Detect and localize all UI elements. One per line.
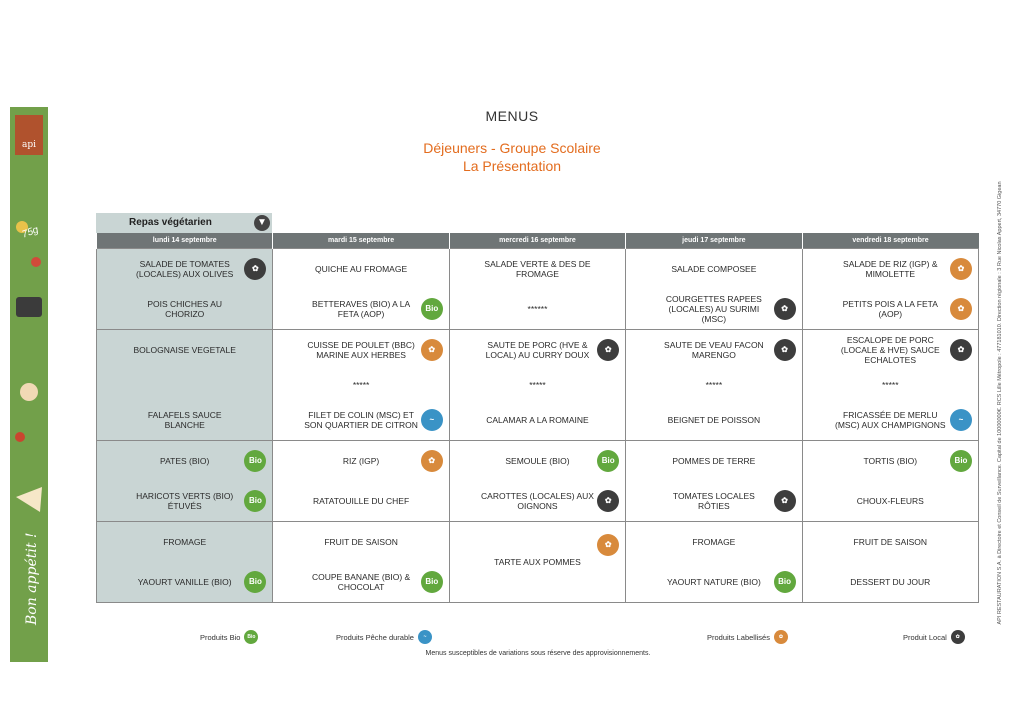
menu-item	[803, 370, 978, 400]
menu-item-text: *****	[705, 380, 723, 390]
menu-item-text: RATATOUILLE DU CHEF	[312, 496, 410, 506]
subtitle-line-2: La Présentation	[462, 158, 562, 174]
local-icon: ✿	[774, 490, 796, 512]
menu-item	[450, 330, 625, 370]
decorative-side-strip	[10, 107, 48, 662]
menu-table	[96, 233, 979, 603]
menu-item	[97, 522, 272, 562]
menu-item	[97, 289, 272, 329]
day-header: vendredi 18 septembre	[802, 233, 978, 249]
menu-item	[803, 289, 978, 329]
bio-icon: Bio	[244, 450, 266, 472]
menu-item	[803, 441, 978, 481]
menu-item	[626, 289, 801, 329]
local-icon: ✿	[951, 630, 965, 644]
menu-cell	[273, 330, 449, 441]
menu-item	[803, 481, 978, 521]
menu-cell	[449, 249, 625, 330]
day-header: lundi 14 septembre	[97, 233, 273, 249]
menu-item	[803, 400, 978, 440]
menu-section-row	[97, 249, 979, 330]
menu-item-text: SALADE COMPOSEE	[671, 264, 757, 274]
menu-cell	[626, 249, 802, 330]
menu-item-text: BOLOGNAISE VEGETALE	[133, 345, 236, 355]
menu-cell	[449, 441, 625, 522]
menu-cell	[626, 441, 802, 522]
menu-item-text: *****	[352, 380, 370, 390]
menu-item-text: SAUTE DE PORC (HVE & LOCAL) AU CURRY DOUX	[485, 340, 590, 360]
local-icon: ✿	[950, 339, 972, 361]
menu-cell	[802, 249, 978, 330]
legal-notice-text: API RESTAURATION S.A. à Directoire et Conseil de Surveillance. Capital de 10000000€. RCS Lille Métropole : 477181010. Direction régionale : 3 Rue Nicolas Appert, 34770 Gigean	[997, 181, 1003, 625]
menu-item-text: BEIGNET DE POISSON	[667, 415, 761, 425]
menu-section-row	[97, 330, 979, 441]
menu-item-text: SALADE DE RIZ (IGP) & MIMOLETTE	[843, 259, 938, 279]
menu-item-text: COURGETTES RAPEES (LOCALES) AU SURIMI (MSC)	[665, 294, 762, 324]
menu-item-text: FRUIT DE SAISON	[853, 537, 928, 547]
local-icon: ✿	[774, 339, 796, 361]
menu-cell	[626, 330, 802, 441]
legend-bio	[200, 630, 258, 644]
menu-item	[97, 330, 272, 370]
bio-icon: Bio	[421, 571, 443, 593]
menu-item	[97, 370, 272, 400]
menu-item-text: YAOURT NATURE (BIO)	[666, 577, 761, 587]
menu-item	[273, 249, 448, 289]
menu-cell	[802, 330, 978, 441]
menu-item-text: BETTERAVES (BIO) A LA FETA (AOP)	[312, 299, 411, 319]
menu-item-text: SALADE DE TOMATES (LOCALES) AUX OLIVES	[136, 259, 234, 279]
bio-icon: Bio	[421, 298, 443, 320]
day-header: jeudi 17 septembre	[626, 233, 802, 249]
menu-item	[97, 441, 272, 481]
fish-icon: ~	[950, 409, 972, 431]
api-logo: api	[15, 115, 43, 155]
menu-cell	[449, 522, 625, 603]
menu-item	[803, 562, 978, 602]
menu-cell	[97, 249, 273, 330]
menu-cell	[449, 330, 625, 441]
menu-item	[450, 522, 625, 602]
day-header-row	[97, 233, 979, 249]
menu-cell	[802, 441, 978, 522]
menu-item-text: *****	[529, 380, 546, 390]
menu-item-text: POMMES DE TERRE	[672, 456, 756, 466]
legend-label	[707, 630, 788, 644]
fish-icon: ~	[421, 409, 443, 431]
footnote: Menus susceptibles de variations sous réserve des approvisionnements.	[425, 650, 651, 657]
menu-item	[626, 330, 801, 370]
subtitle-line-1: Déjeuners - Groupe Scolaire	[423, 140, 601, 156]
label-icon: ✿	[950, 258, 972, 280]
menu-cell	[97, 522, 273, 603]
legend-bio-label: Produits Bio	[200, 632, 241, 642]
menu-item	[97, 400, 272, 440]
menu-item	[626, 481, 801, 521]
bio-icon: Bio	[950, 450, 972, 472]
vegetarian-tab: Repas végétarien	[96, 213, 272, 233]
menu-item-text: CUISSE DE POULET (BBC) MARINE AUX HERBES	[307, 340, 415, 360]
menu-item	[273, 400, 448, 440]
legal-notice	[990, 140, 1010, 680]
menu-item-text: YAOURT VANILLE (BIO)	[137, 577, 232, 587]
menu-cell	[97, 330, 273, 441]
menu-item-text: DESSERT DU JOUR	[850, 577, 931, 587]
menu-item	[626, 249, 801, 289]
menu-item	[273, 481, 448, 521]
menu-item-text: SAUTE DE VEAU FACON MARENGO	[664, 340, 764, 360]
menu-cell	[626, 522, 802, 603]
menu-item	[626, 562, 801, 602]
page-title: MENUS	[485, 108, 539, 124]
menu-cell	[273, 522, 449, 603]
menu-item	[450, 289, 625, 329]
menu-section-row	[97, 522, 979, 603]
menu-item	[450, 370, 625, 400]
menu-item	[273, 289, 448, 329]
menu-item-text: PATES (BIO)	[160, 456, 210, 466]
bio-icon: Bio	[597, 450, 619, 472]
menu-item	[97, 481, 272, 521]
menu-item-text: CAROTTES (LOCALES) AUX OIGNONS	[481, 491, 594, 511]
menu-item	[626, 370, 801, 400]
menu-item-text: COUPE BANANE (BIO) & CHOCOLAT	[311, 572, 411, 592]
menu-item-text: *****	[882, 380, 899, 390]
menu-item	[803, 522, 978, 562]
bio-icon: Bio	[244, 490, 266, 512]
menu-item	[273, 522, 448, 562]
menu-item	[450, 400, 625, 440]
legend-label-label: Produits Labellisés	[707, 632, 770, 642]
menu-item-text: SALADE VERTE & DES DE FROMAGE	[484, 259, 591, 279]
menu-cell	[97, 441, 273, 522]
vegetarian-icon: ▼	[254, 215, 270, 231]
menu-item-text: ******	[527, 304, 548, 314]
menu-item-text: PETITS POIS A LA FETA (AOP)	[842, 299, 938, 319]
fish-icon: ~	[418, 630, 432, 644]
menu-item	[273, 330, 448, 370]
day-header: mercredi 16 septembre	[449, 233, 625, 249]
menu-item-text: FRICASSÉE DE MERLU (MSC) AUX CHAMPIGNONS	[835, 410, 946, 430]
menu-section-row	[97, 441, 979, 522]
menu-cell	[802, 522, 978, 603]
menu-item	[626, 400, 801, 440]
menu-item-text: CALAMAR A LA ROMAINE	[486, 415, 589, 425]
menu-item-text: FILET DE COLIN (MSC) ET SON QUARTIER DE CITRON	[304, 410, 418, 430]
menu-cell	[273, 249, 449, 330]
bio-icon: Bio	[244, 571, 266, 593]
menu-item	[803, 249, 978, 289]
local-icon: ✿	[597, 490, 619, 512]
weight-text: 75g	[20, 224, 41, 241]
menu-item-text: RIZ (IGP)	[342, 456, 380, 466]
legend-local-label: Produit Local	[903, 632, 947, 642]
menu-item-text: FRUIT DE SAISON	[324, 537, 398, 547]
menu-item	[97, 249, 272, 289]
page-subtitle	[0, 139, 1024, 175]
menu-item-text: FALAFELS SAUCE BLANCHE	[147, 410, 222, 430]
menu-item-text: TORTIS (BIO)	[863, 456, 918, 466]
menu-item-text: POIS CHICHES AU CHORIZO	[147, 299, 223, 319]
label-icon: ✿	[421, 450, 443, 472]
menu-item	[450, 481, 625, 521]
menu-item	[803, 330, 978, 370]
menu-item-text: SEMOULE (BIO)	[505, 456, 570, 466]
menu-item-text: TARTE AUX POMMES	[494, 557, 581, 567]
local-icon: ✿	[774, 298, 796, 320]
menu-item	[626, 441, 801, 481]
local-icon: ✿	[244, 258, 266, 280]
legend-local	[903, 630, 965, 644]
label-icon: ✿	[950, 298, 972, 320]
label-icon: ✿	[597, 534, 619, 556]
legend-peche-label: Produits Pêche durable	[336, 632, 414, 642]
bon-appetit-text: Bon appétit !	[24, 532, 40, 625]
menu-item-text: CHOUX-FLEURS	[856, 496, 924, 506]
menu-item	[97, 562, 272, 602]
label-icon: ✿	[421, 339, 443, 361]
menu-item	[626, 522, 801, 562]
menu-item-text: FROMAGE	[163, 537, 207, 547]
menu-cell	[273, 441, 449, 522]
menu-item	[273, 562, 448, 602]
menu-item-text: FROMAGE	[692, 537, 736, 547]
bio-icon: Bio	[774, 571, 796, 593]
menu-item-text: ESCALOPE DE PORC (LOCALE & HVE) SAUCE ECHALOTES	[840, 335, 940, 365]
local-icon: ✿	[597, 339, 619, 361]
menu-item	[450, 441, 625, 481]
legend-peche	[336, 630, 432, 644]
menu-item	[273, 370, 448, 400]
menu-item-text: TOMATES LOCALES RÔTIES	[672, 491, 755, 511]
menu-item-text: QUICHE AU FROMAGE	[315, 264, 408, 274]
menu-item	[273, 441, 448, 481]
label-icon: ✿	[774, 630, 788, 644]
bio-icon: Bio	[244, 630, 258, 644]
day-header: mardi 15 septembre	[273, 233, 449, 249]
menu-item-text: HARICOTS VERTS (BIO) ÉTUVÉS	[136, 491, 234, 511]
menu-item	[450, 249, 625, 289]
